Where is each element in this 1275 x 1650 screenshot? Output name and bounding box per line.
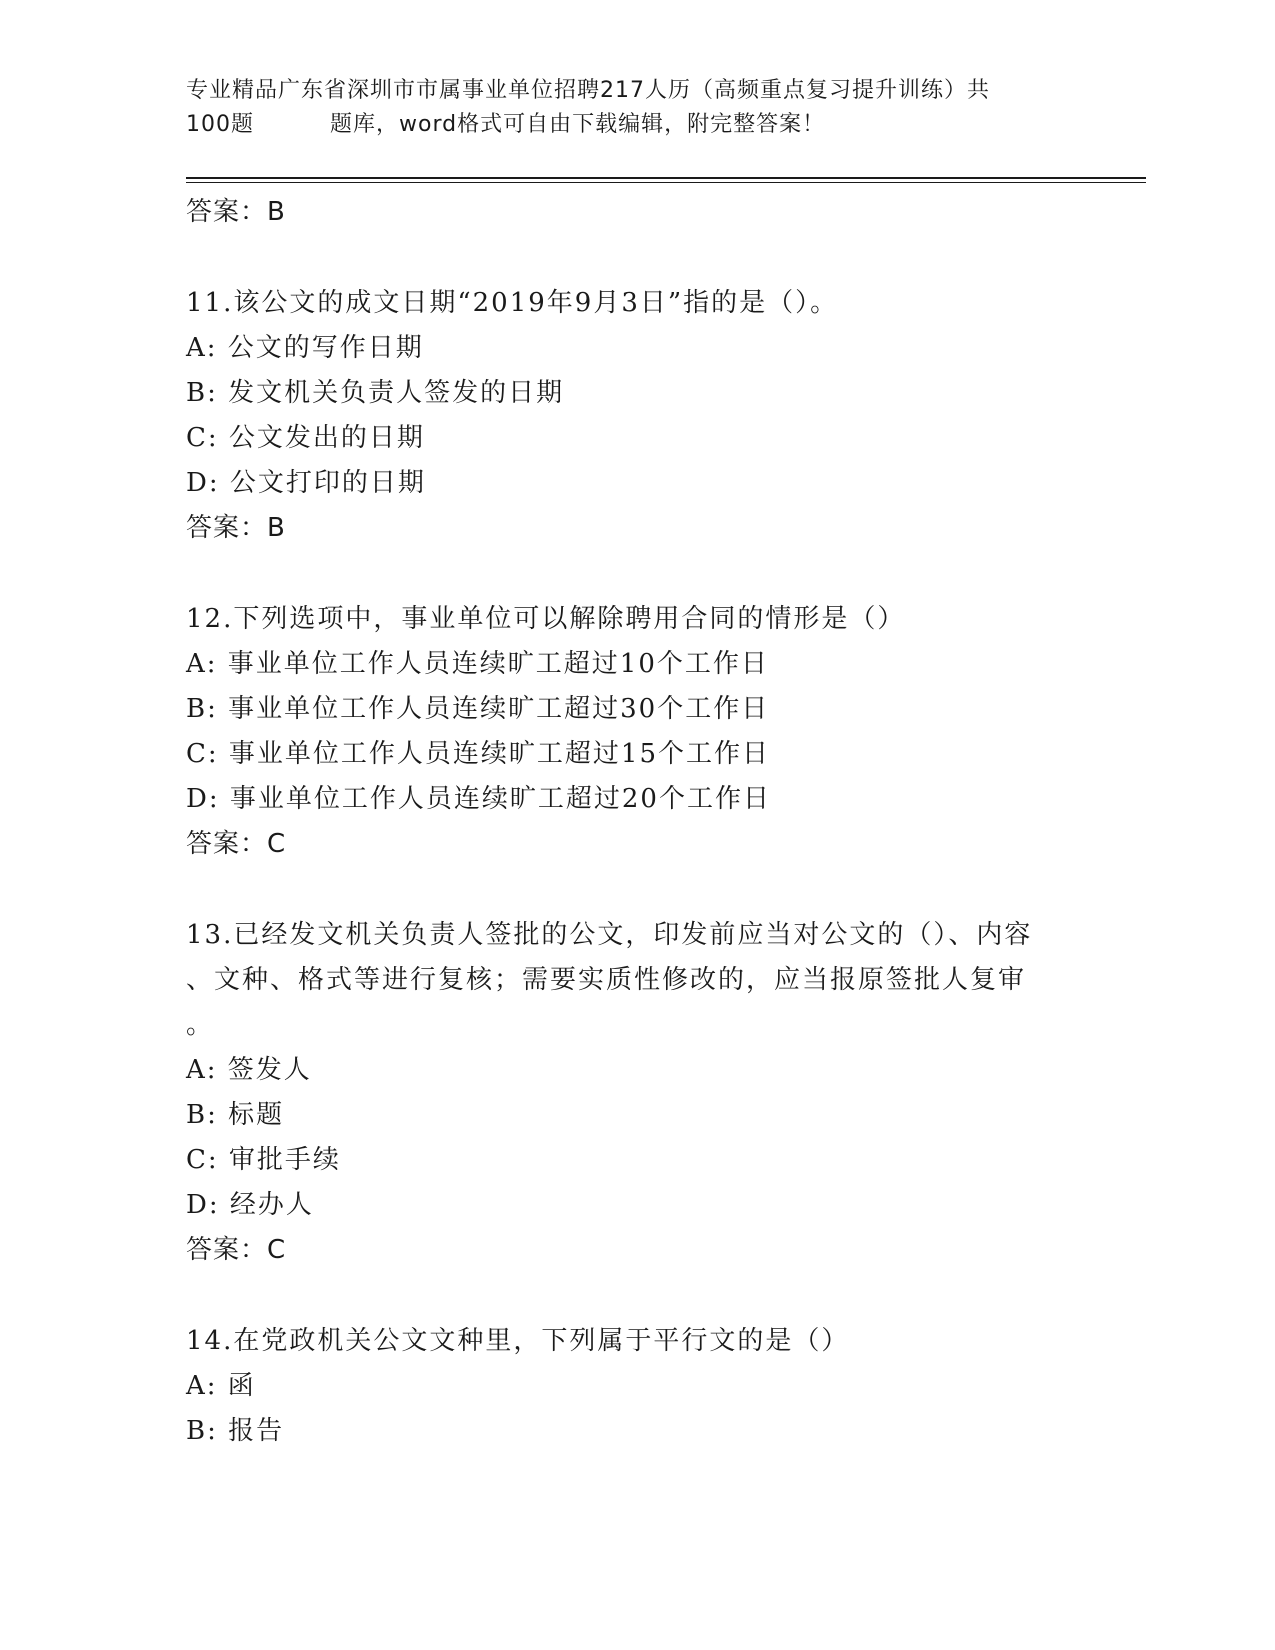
answer: 答案：C (186, 829, 287, 859)
header-divider-thin (186, 182, 1146, 183)
question-stem: 11.该公文的成文日期“2019年9月3日”指的是（）。 (186, 288, 839, 318)
header-description: 题库，word格式可自由下载编辑，附完整答案！ (330, 112, 826, 137)
document-header (186, 74, 1086, 142)
option-c: C: 事业单位工作人员连续旷工超过15个工作日 (186, 739, 771, 769)
option-a: A: 事业单位工作人员连续旷工超过10个工作日 (186, 649, 769, 679)
option-d: D: 公文打印的日期 (186, 468, 426, 498)
question-stem-line-1: 13.已经发文机关负责人签批的公文，印发前应当对公文的（）、内容 (186, 920, 1033, 950)
option-d: D: 经办人 (186, 1190, 314, 1220)
option-d: D: 事业单位工作人员连续旷工超过20个工作日 (186, 784, 771, 814)
question-12 (186, 597, 1086, 867)
previous-answer: 答案：B (186, 197, 286, 227)
question-11 (186, 281, 1086, 551)
option-a: A: 签发人 (186, 1055, 312, 1085)
question-list (186, 190, 1086, 1454)
header-count: 100题 (186, 112, 254, 137)
option-c: C: 公文发出的日期 (186, 423, 425, 453)
question-stem: 14.在党政机关公文文种里，下列属于平行文的是（） (186, 1326, 850, 1356)
header-divider-thick (186, 177, 1146, 179)
option-b: B: 报告 (186, 1416, 285, 1446)
question-stem: 12.下列选项中，事业单位可以解除聘用合同的情形是（） (186, 604, 906, 634)
option-b: B: 事业单位工作人员连续旷工超过30个工作日 (186, 694, 770, 724)
option-b: B: 标题 (186, 1100, 285, 1130)
answer: 答案：B (186, 513, 286, 543)
option-a: A: 公文的写作日期 (186, 333, 424, 363)
header-line-2 (186, 108, 1086, 142)
question-stem-line-3: 。 (186, 1010, 215, 1040)
question-14 (186, 1319, 1086, 1454)
option-b: B: 发文机关负责人签发的日期 (186, 378, 565, 408)
question-13 (186, 913, 1086, 1273)
question-stem-line-2: 、文种、格式等进行复核；需要实质性修改的，应当报原签批人复审 (186, 965, 1027, 995)
option-a: A: 函 (186, 1371, 256, 1401)
header-line-1: 专业精品广东省深圳市市属事业单位招聘217人历（高频重点复习提升训练）共 (186, 78, 990, 103)
answer: 答案：C (186, 1235, 287, 1265)
option-c: C: 审批手续 (186, 1145, 341, 1175)
